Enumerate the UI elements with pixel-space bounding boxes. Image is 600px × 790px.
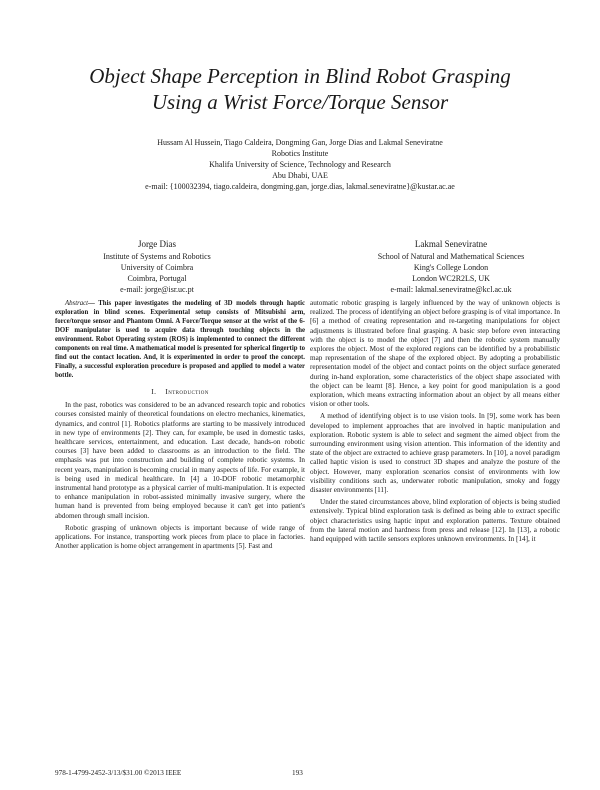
affiliation-left-name: Jorge Dias [137, 239, 177, 249]
affiliation-right-line1: School of Natural and Mathematical Sciences [377, 252, 525, 261]
right-column [310, 299, 560, 544]
paragraph: In the past, robotics was considered to be an advanced research topic and robotics courses consisted mainly of theoretical foundations on electro mechanics, kinematics, dynamics, and control [1]. Robotics platforms are starting to be massively introduced in new type of environments [2]. They can, for example, be used in domestic tasks, healthcare services, entertainment, and education. Last decade, hands-on robotic courses [3] have been added to classrooms as an introduction to the field. The emphasis was put into construction and building of complete robotic systems. In recent years, manipulation is becoming crucial in many aspects of life. For example, it is being used in medical healthcare. In [4] a 10-DOF robotic metamorphic instrumental hand prototype as a physical carrier of multi-manipulation. It is expected to enhance manipulation in robot-assisted minimally invasive surgery, where the human hand is prevented from being employed because it can't get into patient's abdomen through small incision. [55, 401, 305, 520]
city: Abu Dhabi, UAE [272, 171, 328, 180]
abstract-label: Abstract [65, 300, 89, 307]
paragraph: automatic robotic grasping is largely influenced by the way of unknown objects is realized. The process of identifying an object before grasping is of vital importance. In [6] a method of creating representation and re-targeting manipulations for object adjustments is illustrated before final grasping. A basic step before even interacting with the object is to model the object [7] and then the robotic system manually explores the object. Most of the explored regions can be identified by a probabilistic map representation of the shape of the explored object. By adopting a probabilistic representation model of the object and contact points on the object surface generated during in-hand exploration, some characteristics of the object shape associated with the object can be learnt [8]. Hence, a key point for good manipulation is a good exploration, which means extracting information about an object by all means either vision or other tools. [310, 299, 560, 409]
affiliation-left-line1: Institute of Systems and Robotics [103, 252, 211, 261]
paragraph: Robotic grasping of unknown objects is important because of wide range of applications. For instance, transporting work pieces from place to place in factories. Another application is home object arrangement in apartments [5]. Fast and [55, 523, 305, 551]
page-number: 193 [292, 769, 303, 777]
affiliation-right-email: e-mail: lakmal.seneviratne@kcl.ac.uk [390, 285, 512, 294]
left-column [55, 299, 305, 551]
author-emails: e-mail: {100032394, tiago.caldeira, dongming.gan, jorge.dias, lakmal.seneviratne}@kustar.ac.ae [145, 182, 455, 191]
author-list: Hussam Al Hussein, Tiago Caldeira, Dongming Gan, Jorge Dias and Lakmal Seneviratne [157, 138, 443, 147]
title-line-1: Object Shape Perception in Blind Robot Grasping [89, 64, 511, 88]
paragraph: Under the stated circumstances above, blind exploration of objects is being studied extensively. Typical blind exploration task is defined as being able to extract specific object characteristics using haptic input and exploration patterns. Texture obtained from the lateral motion and hardness from press and release [12]. In [13], a robotic hand equipped with tactile sensors explores unknown environments. In [14], it [310, 498, 560, 544]
affiliation-right-line2: King's College London [413, 263, 489, 272]
copyright-notice: 978-1-4799-2452-3/13/$31.00 ©2013 IEEE [55, 769, 182, 777]
affiliation-right-line3: London WC2R2LS, UK [412, 274, 490, 283]
affiliation-left-line2: University of Coimbra [120, 263, 194, 272]
paragraph: A method of identifying object is to use vision tools. In [9], some work has been developed to implement approaches that are involved in haptic manipulation and exploration. Robotic system is able to select and segment the aimed object from the surrounding environment using vision attention. This information of the identity and state of the object are extracted to achieve grasp parameters. In [10], a novel paradigm called haptic vision is used to construct 3D shapes and analyze the posture of the object. However, many exploration scenarios consist of environments with low visibility conditions such as, underwater robotic manipulation, smoky and foggy disaster environments [11]. [310, 412, 560, 495]
abstract [55, 299, 305, 380]
abstract-dash: — [88, 300, 99, 307]
affiliation-left-line3: Coimbra, Portugal [127, 274, 187, 283]
section-number: I. [151, 387, 157, 396]
university: Khalifa University of Science, Technology and Research [209, 160, 391, 169]
abstract-text: This paper investigates the modeling of 3D models through haptic exploration in blind scenes. Experimental setup consists of Mitsubishi arm, force/torque sensor and Phantom Omni. A Force/Torque sensor at the wrist of the 6-DOF manipulator is used to acquire data through touching objects in the environment. Robot Operating system (ROS) is implemented to connect the different components on real time. A mathematical model is presented for spherical fingertip to find out the contact location. And, it is experimented in order to proof the concept. Finally, a successful exploration procedure is proposed and applied to model a water bottle. [55, 300, 305, 379]
section-heading [55, 387, 305, 396]
section-title: Introduction [165, 387, 209, 396]
institute: Robotics Institute [271, 149, 329, 158]
affiliation-right-name: Lakmal Seneviratne [414, 239, 488, 249]
paper-title [40, 63, 560, 115]
affiliation-right [331, 239, 571, 295]
author-block [60, 137, 540, 192]
affiliation-left-email: e-mail: jorge@isr.uc.pt [120, 285, 194, 294]
title-line-2: Using a Wrist Force/Torque Sensor [151, 90, 449, 114]
affiliation-left [52, 239, 262, 295]
